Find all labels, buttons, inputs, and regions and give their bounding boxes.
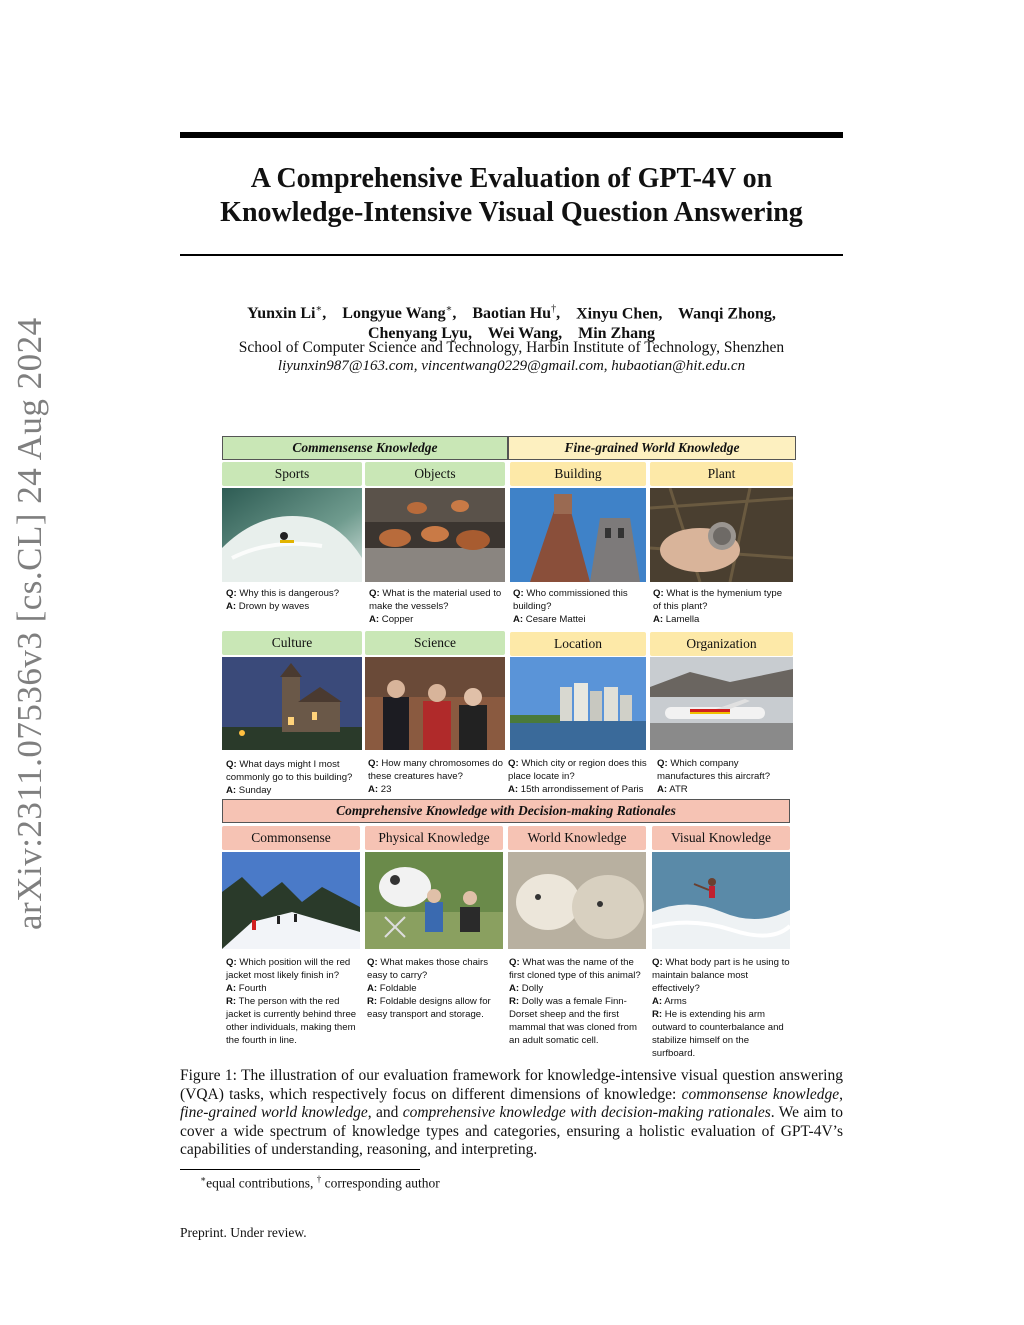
qa-plant: Q: What is the hymenium type of this plant? A: Lamella bbox=[653, 588, 783, 625]
preprint-note: Preprint. Under review. bbox=[180, 1225, 307, 1240]
author-emails: liyunxin987@163.com, vincentwang0229@gmail.com, hubaotian@hit.edu.cn bbox=[277, 358, 746, 374]
footnote-rule bbox=[180, 1169, 420, 1170]
arxiv-stamp: arXiv:2311.07536v3 [cs.CL] 24 Aug 2024 bbox=[10, 317, 49, 930]
qa-building: Q: Who commissioned this building? A: Cesare Mattei bbox=[513, 588, 628, 625]
photo-snow-skiers bbox=[222, 852, 360, 949]
section-fine-grained: Fine-grained World Knowledge bbox=[508, 436, 796, 460]
photo-chapel-night bbox=[222, 657, 362, 750]
photo-aircraft bbox=[650, 657, 793, 750]
qa-location: Q: Which city or region does this place locate in? A: 15th arrondissement of Paris bbox=[508, 758, 647, 795]
section-comprehensive: Comprehensive Knowledge with Decision-making Rationales bbox=[222, 799, 790, 823]
qa-world-knowledge: Q: What was the name of the first cloned type of this animal? A: Dolly R: Dolly was a female Finn-Dorset sheep and the first mammal that was cloned from an adult somatic cell. bbox=[509, 957, 641, 1046]
photo-copper-kitchen bbox=[365, 488, 505, 582]
cat-culture: Culture bbox=[222, 631, 362, 655]
photo-sheep bbox=[508, 852, 646, 949]
photo-surfer-balance bbox=[652, 852, 790, 949]
author: Baotian Hu†, bbox=[472, 304, 561, 323]
cat-visual-knowledge: Visual Knowledge bbox=[652, 826, 790, 850]
qa-objects: Q: What is the material used to make the vessels? A: Copper bbox=[369, 588, 502, 625]
section-commonsense: Commensense Knowledge bbox=[222, 436, 508, 460]
author-list bbox=[180, 300, 843, 344]
photo-mushroom-hand bbox=[650, 488, 793, 582]
qa-visual-knowledge: Q: What body part is he using to maintain balance most effectively? A: Arms R: He is extending his arm outward to counterbalance and stabilize himself on the surfboard. bbox=[652, 957, 790, 1059]
photo-people-group bbox=[365, 657, 505, 750]
photo-castle-tower bbox=[510, 488, 646, 582]
cat-location: Location bbox=[510, 632, 646, 656]
cat-science: Science bbox=[365, 631, 505, 655]
cat-sports: Sports bbox=[222, 462, 362, 486]
cat-organization: Organization bbox=[650, 632, 793, 656]
cat-physical-knowledge: Physical Knowledge bbox=[365, 826, 503, 850]
qa-physical-knowledge: Q: What makes those chairs easy to carry? A: Foldable R: Foldable designs allow for easy transport and storage. bbox=[367, 957, 491, 1020]
paper-title bbox=[180, 162, 843, 230]
affiliation: School of Computer Science and Technology, Harbin Institute of Technology, Shenzhen bbox=[238, 339, 785, 356]
author: Min Zhang bbox=[578, 325, 656, 343]
title-line-1: A Comprehensive Evaluation of GPT-4V on bbox=[250, 163, 773, 194]
qa-sports: Q: Why this is dangerous? A: Drown by waves bbox=[226, 588, 340, 612]
author: Xinyu Chen, bbox=[576, 305, 663, 323]
cat-commonsense: Commonsense bbox=[222, 826, 360, 850]
figure-caption: Figure 1: The illustration of our evaluation framework for knowledge-intensive visual question answering (VQA) tasks, which respectively focus on different dimensions of knowledge: commonsense knowledge, fine-grained world knowledge, and comprehensive knowledge with decision-making rationales. We aim to cover a wide spectrum of knowledge types and categories, ensuring a holistic evaluation of GPT-4V’s capabilities of understanding, reasoning, and interpreting. bbox=[180, 1067, 844, 1158]
qa-organization: Q: Which company manufactures this aircraft? A: ATR bbox=[657, 758, 771, 795]
cat-objects: Objects bbox=[365, 462, 505, 486]
author: Yunxin Li∗, bbox=[247, 304, 327, 323]
author-line-1 bbox=[180, 300, 843, 324]
footnote: ∗equal contributions, † corresponding author bbox=[200, 1174, 440, 1191]
photo-paris-riverside bbox=[510, 657, 646, 750]
title-rule-top bbox=[180, 132, 843, 138]
photo-surfer-wave bbox=[222, 488, 362, 582]
author: Wanqi Zhong, bbox=[678, 305, 776, 323]
qa-science: Q: How many chromosomes do these creatures have? A: 23 bbox=[368, 758, 503, 795]
author: Chenyang Lyu, bbox=[367, 325, 472, 343]
qa-culture: Q: What days might I most commonly go to this building? A: Sunday bbox=[226, 759, 353, 796]
cat-plant: Plant bbox=[650, 462, 793, 486]
cat-building: Building bbox=[510, 462, 646, 486]
qa-commonsense: Q: Which position will the red jacket most likely finish in? A: Fourth R: The person with the red jacket is currently behind three other individuals, making them the fourth in line. bbox=[226, 957, 357, 1046]
photo-cow-chairs bbox=[365, 852, 503, 949]
title-line-2: Knowledge-Intensive Visual Question Answering bbox=[220, 197, 803, 228]
author: Wei Wang, bbox=[487, 325, 563, 343]
cat-world-knowledge: World Knowledge bbox=[508, 826, 646, 850]
author: Longyue Wang∗, bbox=[342, 304, 457, 323]
title-rule-bottom bbox=[180, 254, 843, 256]
